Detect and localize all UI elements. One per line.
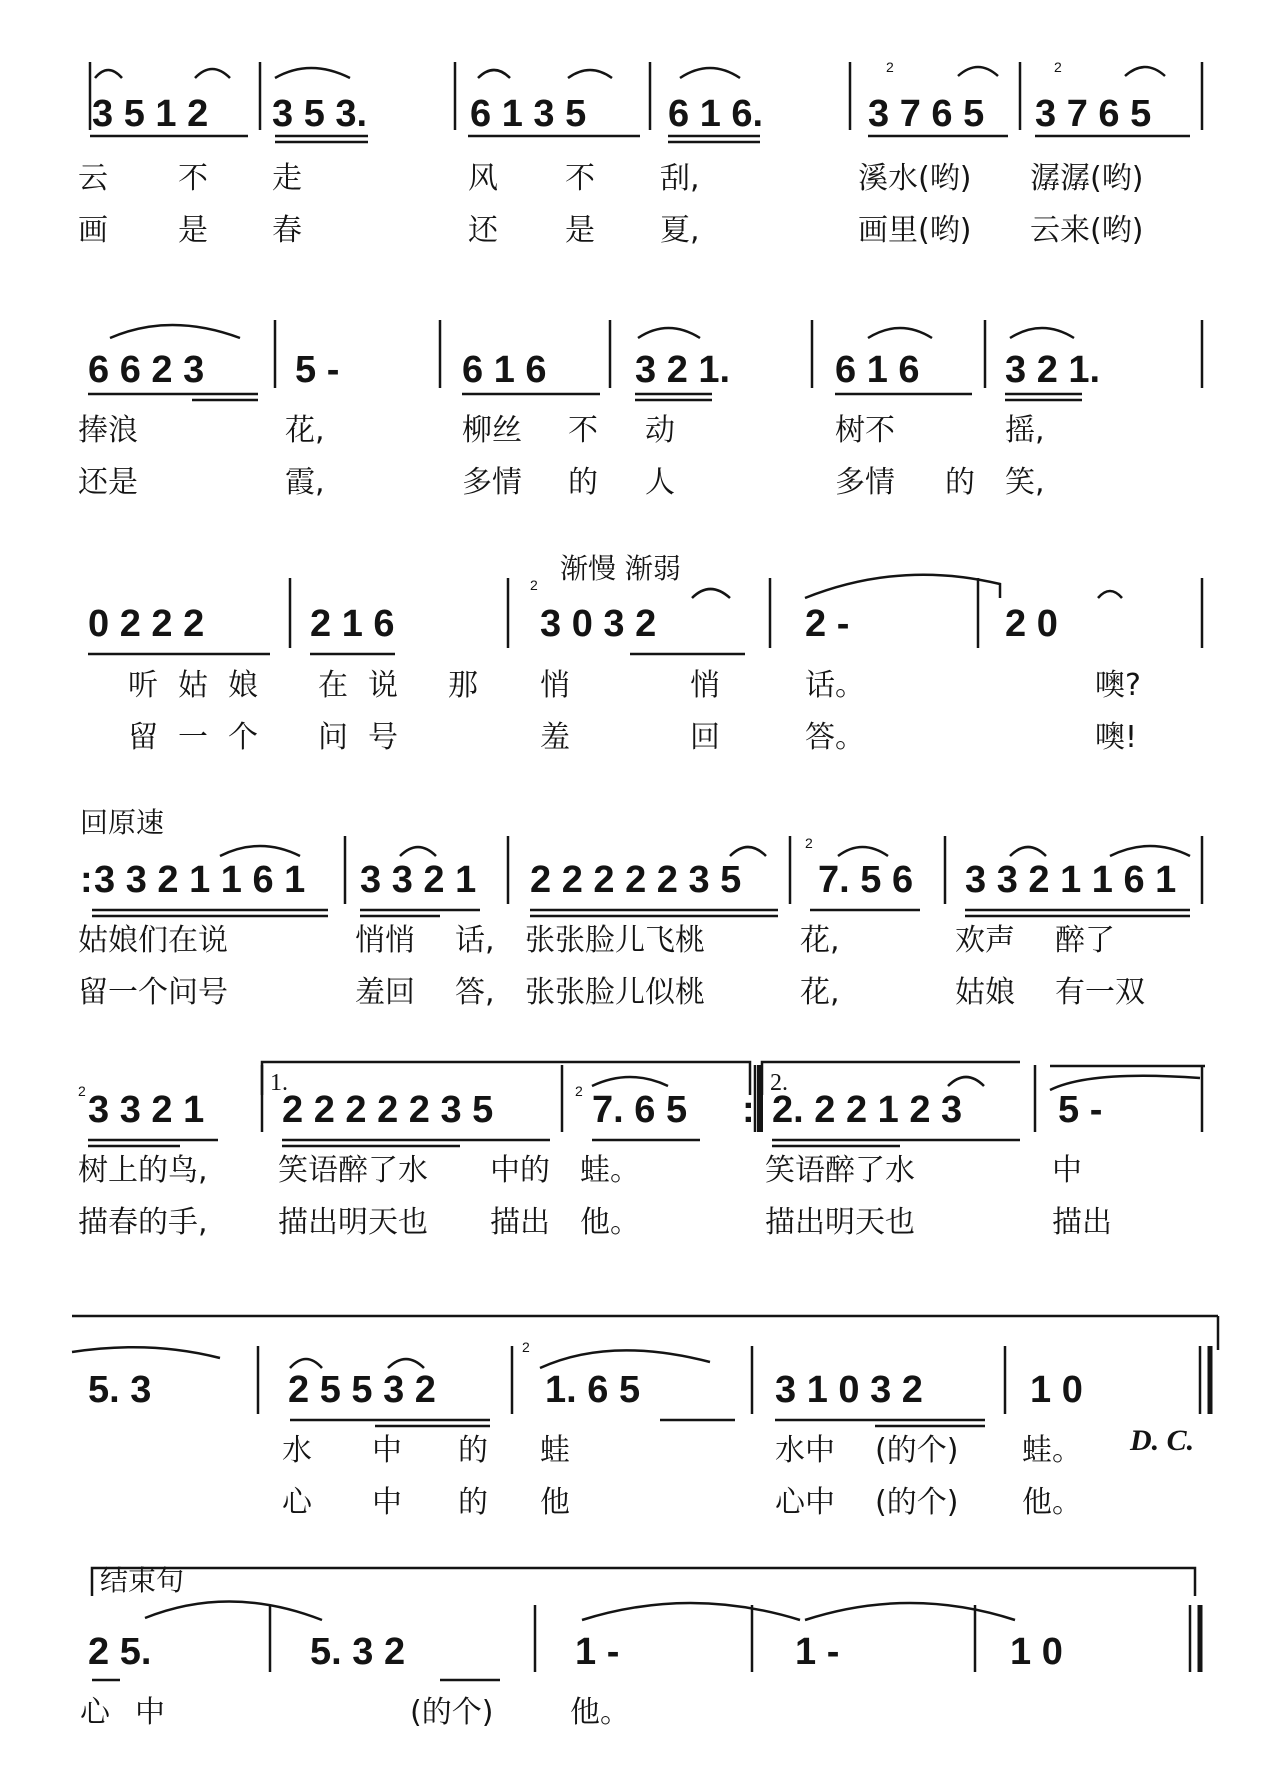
coda-label: 结束句 (100, 1564, 185, 1597)
svg-text:悄悄: 悄悄 (355, 923, 415, 958)
svg-text:答。: 答。 (805, 720, 865, 755)
svg-text:的: 的 (568, 465, 598, 500)
svg-text:风: 风 (468, 161, 498, 196)
notes-measure: 3 5 1 2 (92, 93, 209, 135)
slur (838, 847, 888, 856)
notes-measure: 6 1 6 (835, 349, 920, 391)
notes-measure: 2 - (805, 603, 850, 645)
svg-text:的: 的 (458, 1485, 488, 1520)
tie (72, 1347, 220, 1358)
slur (568, 70, 612, 78)
notes-measure: 3 1 0 3 2 (775, 1369, 923, 1411)
svg-text:他。: 他。 (570, 1695, 630, 1730)
svg-text:心中: 心中 (775, 1485, 835, 1520)
slur (868, 328, 932, 338)
svg-text:张张脸儿飞桃: 张张脸儿飞桃 (525, 923, 705, 958)
notes-measure: 7. 6 5 (592, 1089, 688, 1131)
notes-measure: 6 1 3 5 (470, 93, 587, 135)
svg-text:说: 说 (368, 668, 398, 703)
svg-text:树上的鸟,: 树上的鸟, (78, 1153, 208, 1188)
svg-text:一: 一 (178, 720, 208, 755)
svg-text:答,: 答, (455, 975, 495, 1010)
svg-text:心: 心 (80, 1695, 110, 1730)
svg-text:走: 走 (272, 161, 302, 196)
svg-text:柳丝: 柳丝 (462, 413, 522, 448)
notes-measure: 5. 3 (88, 1369, 152, 1411)
svg-text:描出明天也: 描出明天也 (278, 1205, 428, 1240)
svg-text:的: 的 (458, 1433, 488, 1468)
slur (95, 70, 122, 78)
slur (220, 846, 300, 856)
svg-text:中: 中 (372, 1433, 402, 1468)
svg-text:娘: 娘 (228, 668, 258, 703)
svg-text:捧浪: 捧浪 (78, 413, 138, 448)
repeat-sign: : (80, 859, 93, 901)
notes-measure: 2 0 (1005, 603, 1058, 645)
svg-text:花,: 花, (800, 975, 840, 1010)
system-6 (72, 1316, 1218, 1520)
system-5 (78, 1062, 1205, 1240)
svg-text:欢声: 欢声 (955, 923, 1015, 958)
tie (582, 1603, 800, 1620)
notes-measure: 3 7 6 5 (1035, 93, 1152, 135)
svg-text:那: 那 (448, 668, 478, 703)
svg-text:中的: 中的 (490, 1153, 550, 1188)
svg-text:动: 动 (645, 413, 675, 448)
svg-text:描出: 描出 (490, 1205, 550, 1240)
slur (958, 67, 998, 76)
svg-text:笑语醉了水: 笑语醉了水 (765, 1153, 915, 1188)
slur (388, 1359, 424, 1368)
svg-text:笑,: 笑, (1005, 465, 1045, 500)
lyrics-verse-2 (78, 465, 1045, 500)
notes-measure: 2 5. (88, 1631, 152, 1673)
lyrics-verse-1 (282, 1433, 1082, 1468)
notes-measure: 1 0 (1030, 1369, 1083, 1411)
slur (1125, 67, 1165, 76)
slur (948, 1077, 984, 1086)
svg-text:他: 他 (540, 1485, 570, 1520)
svg-text:醉了: 醉了 (1055, 923, 1115, 958)
notes-measure: 3 7 6 5 (868, 93, 985, 135)
slur (290, 1359, 322, 1368)
svg-text:溪水(哟): 溪水(哟) (858, 161, 972, 196)
lyrics-verse-1 (78, 1153, 1082, 1188)
repeat-sign: : (742, 1089, 755, 1131)
svg-text:刮,: 刮, (660, 161, 700, 196)
svg-text:2: 2 (575, 1083, 583, 1099)
lyrics-verse-1 (128, 668, 1141, 703)
notes-measure: 5. 3 2 (310, 1631, 406, 1673)
notes-measure: 2 5 5 3 2 (288, 1369, 436, 1411)
svg-text:描春的手,: 描春的手, (78, 1205, 208, 1240)
slur (730, 847, 766, 856)
lyrics-verse-2 (78, 1205, 1112, 1240)
svg-text:多情: 多情 (835, 465, 895, 500)
svg-text:羞回: 羞回 (355, 975, 415, 1010)
svg-text:心: 心 (282, 1485, 312, 1520)
svg-text:云来(哟): 云来(哟) (1030, 213, 1144, 248)
slur (592, 1077, 668, 1086)
notes-measure: 5 - (1058, 1089, 1103, 1131)
svg-text:噢?: 噢? (1095, 668, 1141, 703)
tie (1050, 1076, 1200, 1090)
lyrics-verse-1 (78, 161, 1143, 196)
svg-text:花,: 花, (800, 923, 840, 958)
notes-measure: 1 - (575, 1631, 620, 1673)
svg-text:多情: 多情 (462, 465, 522, 500)
svg-text:水中: 水中 (775, 1433, 835, 1468)
notes-measure: 3 2 1. (1005, 349, 1101, 391)
svg-text:(的个): (的个) (875, 1485, 959, 1520)
svg-text:回: 回 (690, 720, 720, 755)
svg-text:中: 中 (1052, 1153, 1082, 1188)
svg-text:悄: 悄 (540, 668, 570, 703)
svg-text:是: 是 (178, 213, 208, 248)
svg-text:个: 个 (228, 720, 258, 755)
svg-text:话,: 话, (455, 923, 495, 958)
svg-text:2: 2 (805, 835, 813, 851)
notes-measure: 3 0 3 2 (540, 603, 657, 645)
notes-measure: 3 2 1. (635, 349, 731, 391)
notes-measure: 5 - (295, 349, 340, 391)
system-4 (78, 806, 1202, 1010)
svg-text:姑: 姑 (178, 668, 208, 703)
svg-text:2: 2 (78, 1083, 86, 1099)
notes-measure: 3 3 2 1 1 6 1 (94, 859, 306, 901)
volta-1-label: 1. (270, 1070, 288, 1096)
lyrics-verse-2 (78, 975, 1145, 1010)
svg-text:还: 还 (468, 213, 498, 248)
slur (275, 68, 350, 78)
slur (805, 575, 1000, 598)
da-capo-marking: D. C. (1130, 1424, 1195, 1457)
notes-measure: 2 2 2 2 2 3 5 (530, 859, 742, 901)
svg-text:号: 号 (368, 720, 398, 755)
notes-measure: 6 1 6. (668, 93, 764, 135)
svg-text:听: 听 (128, 668, 158, 703)
slur (110, 325, 240, 338)
svg-text:姑娘: 姑娘 (955, 975, 1015, 1010)
slur (478, 70, 510, 78)
svg-text:不: 不 (568, 413, 598, 448)
notes-measure: 3 3 2 1 1 6 1 (965, 859, 1177, 901)
svg-text:他。: 他。 (1022, 1485, 1082, 1520)
svg-text:2: 2 (530, 577, 538, 593)
tie (145, 1601, 322, 1620)
tie (805, 1603, 1015, 1620)
slur (1110, 846, 1190, 856)
svg-text:张张脸儿似桃: 张张脸儿似桃 (525, 975, 705, 1010)
svg-text:画里(哟): 画里(哟) (858, 213, 972, 248)
svg-text:留一个问号: 留一个问号 (78, 975, 228, 1010)
notes-measure: 1 0 (1010, 1631, 1063, 1673)
lyrics-verse-2 (78, 213, 1143, 248)
svg-text:是: 是 (565, 213, 595, 248)
svg-text:2: 2 (886, 59, 894, 75)
svg-text:2: 2 (1054, 59, 1062, 75)
svg-text:2: 2 (522, 1339, 530, 1355)
svg-text:悄: 悄 (690, 668, 720, 703)
lyrics-verse-1 (78, 413, 1045, 448)
system-7-coda (80, 1564, 1200, 1730)
system-2 (78, 320, 1202, 500)
slur (638, 328, 700, 338)
svg-text:花,: 花, (285, 413, 325, 448)
slur (1010, 328, 1074, 338)
svg-text:中: 中 (135, 1695, 165, 1730)
svg-text:留: 留 (128, 720, 158, 755)
slur (540, 1350, 710, 1368)
slur (1010, 847, 1046, 856)
svg-text:在: 在 (318, 668, 348, 703)
svg-text:云: 云 (78, 161, 108, 196)
svg-text:水: 水 (282, 1433, 312, 1468)
svg-text:描出: 描出 (1052, 1205, 1112, 1240)
slur (680, 68, 740, 78)
svg-text:蛙: 蛙 (540, 1433, 570, 1468)
svg-text:姑娘们在说: 姑娘们在说 (78, 923, 228, 958)
slur (195, 69, 230, 78)
slur (692, 589, 730, 598)
svg-text:蛙。: 蛙。 (1022, 1433, 1082, 1468)
svg-text:(的个): (的个) (410, 1695, 494, 1730)
lyrics-verse-2 (282, 1485, 1082, 1520)
svg-text:他。: 他。 (580, 1205, 640, 1240)
notes-measure: 2. 2 2 1 2 3 (772, 1089, 963, 1131)
notes-measure: 3 5 3. (272, 93, 368, 135)
svg-text:(的个): (的个) (875, 1433, 959, 1468)
svg-text:问: 问 (318, 720, 348, 755)
notes-measure: 6 6 2 3 (88, 349, 205, 391)
tempo-marking: 回原速 (80, 806, 165, 839)
svg-text:夏,: 夏, (660, 213, 700, 248)
slur (400, 847, 436, 856)
svg-text:潺潺(哟): 潺潺(哟) (1030, 161, 1144, 196)
svg-text:摇,: 摇, (1005, 413, 1045, 448)
notes-measure: 6 1 6 (462, 349, 547, 391)
svg-text:蛙。: 蛙。 (580, 1153, 640, 1188)
volta-2-label: 2. (770, 1070, 788, 1096)
svg-text:画: 画 (78, 213, 108, 248)
notes-measure: 0 2 2 2 (88, 603, 205, 645)
svg-text:霞,: 霞, (285, 465, 325, 500)
svg-text:不: 不 (178, 161, 208, 196)
notes-measure: 3 3 2 1 (360, 859, 477, 901)
lyrics-coda (80, 1695, 630, 1730)
notes-measure: 2 2 2 2 2 3 5 (282, 1089, 494, 1131)
svg-text:树不: 树不 (835, 413, 895, 448)
coda-bracket (92, 1568, 1195, 1596)
notes-measure: 7. 5 6 (818, 859, 914, 901)
svg-text:不: 不 (565, 161, 595, 196)
svg-text:笑语醉了水: 笑语醉了水 (278, 1153, 428, 1188)
notes-measure: 1 - (795, 1631, 840, 1673)
svg-text:的: 的 (945, 465, 975, 500)
svg-text:有一双: 有一双 (1055, 975, 1145, 1010)
notes-measure: 2 1 6 (310, 603, 395, 645)
svg-text:还是: 还是 (78, 465, 138, 500)
lyrics-verse-1 (78, 923, 1115, 958)
svg-text:描出明天也: 描出明天也 (765, 1205, 915, 1240)
system-1 (78, 59, 1202, 248)
svg-text:话。: 话。 (805, 668, 865, 703)
lyrics-verse-2 (128, 720, 1137, 755)
svg-text:噢!: 噢! (1095, 720, 1138, 755)
svg-text:羞: 羞 (540, 720, 570, 755)
fermata (1098, 591, 1122, 598)
notes-measure: 3 3 2 1 (88, 1089, 205, 1131)
svg-text:人: 人 (645, 465, 675, 500)
svg-text:中: 中 (372, 1485, 402, 1520)
tempo-marking: 渐慢 渐弱 (560, 552, 681, 585)
notes-measure: 1. 6 5 (545, 1369, 641, 1411)
system-3 (88, 552, 1202, 755)
svg-text:春: 春 (272, 213, 302, 248)
